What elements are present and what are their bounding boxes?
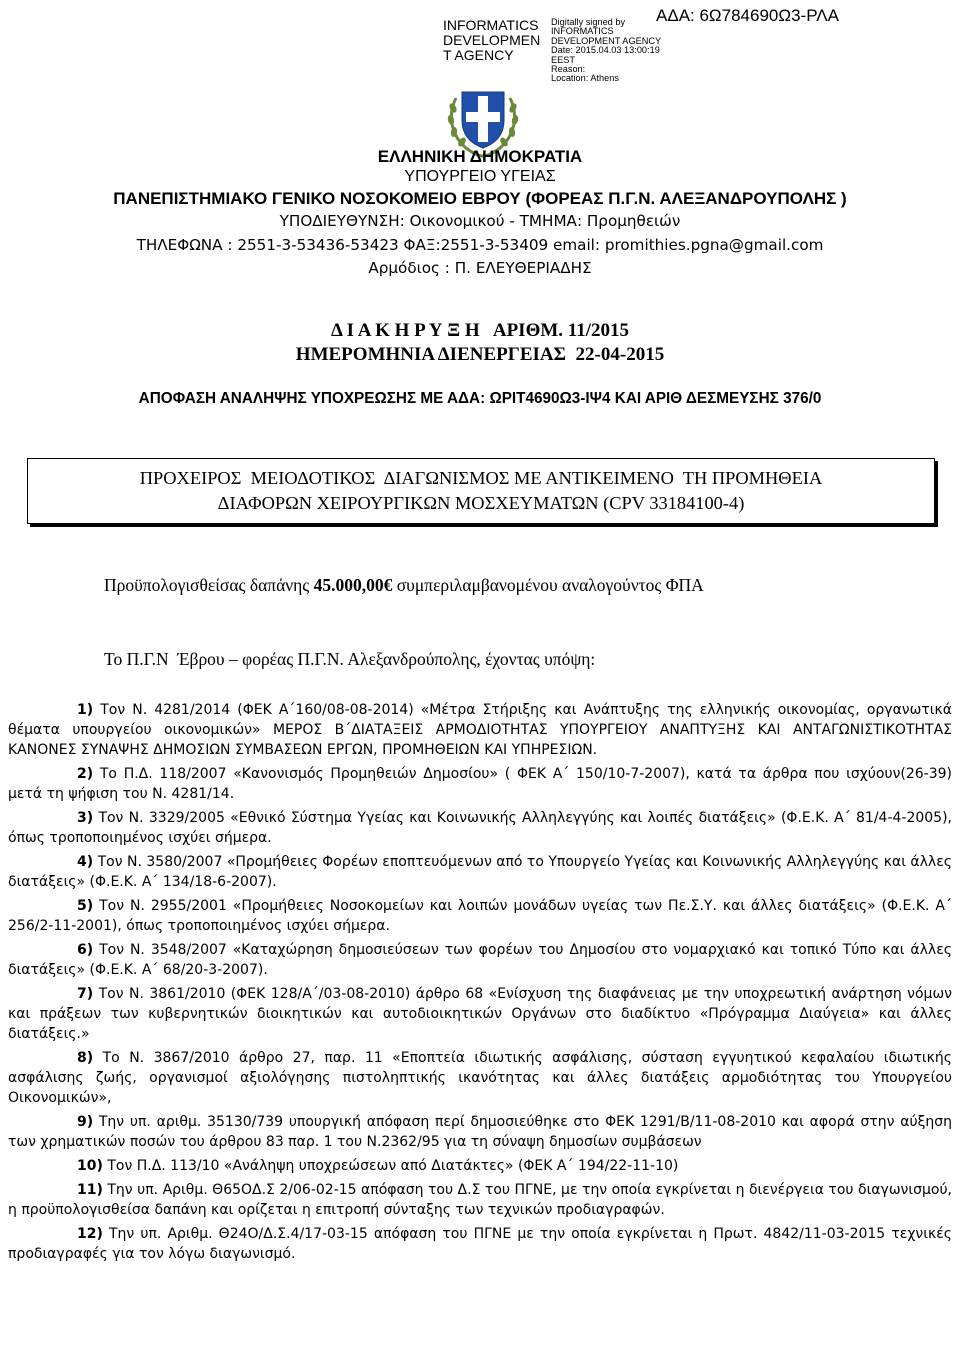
item-number: 5) bbox=[77, 898, 94, 914]
item-number: 7) bbox=[77, 986, 94, 1002]
contact-phones: ΤΗΛΕΦΩΝΑ : 2551-3-53436-53423 ΦΑΞ:2551-3-53409 email: promithies.pgna@gmail.com bbox=[136, 236, 824, 254]
item-number: 2) bbox=[77, 766, 94, 782]
signature-organization bbox=[443, 18, 547, 63]
item-number: 11) bbox=[77, 1182, 103, 1198]
signature-detail-line: Date: 2015.04.03 13:00:19 bbox=[551, 45, 660, 56]
item-number: 10) bbox=[77, 1158, 103, 1174]
item-text: Την υπ. Αριθμ. Θ65ΟΔ.Σ 2/06-02-15 απόφαση του Δ.Σ του ΠΓΝΕ, με την οποία εγκρίνεται η διενέργεια του διαγωνισμού, η προϋπολογισθείσα δαπάνη και ορίζεται η επιτροπή σύνταξης των τεχνικών προδιαγραφών. bbox=[8, 1182, 952, 1218]
list-item bbox=[8, 896, 952, 936]
list-item bbox=[8, 1224, 952, 1264]
list-item bbox=[8, 700, 952, 760]
tender-title-line: ΔΙΑΦΟΡΩΝ ΧΕΙΡΟΥΡΓΙΚΩΝ ΜΟΣΧΕΥΜΑΤΩΝ (CPV 33184100-4) bbox=[217, 493, 745, 513]
budget-amount: 45.000,00€ bbox=[313, 575, 393, 595]
item-text: Τον Ν. 3329/2005 «Εθνικό Σύστημα Υγείας και Κοινωνικής Αλληλεγγύης και λοιπές διατάξεις» (Φ.Ε.Κ. Α΄ 81/4-4-2005), όπως τροποποιημένος ισχύει σήμερα. bbox=[8, 810, 952, 846]
list-item bbox=[8, 1112, 952, 1152]
notice-title: Δ Ι Α Κ Η Ρ Υ Ξ Η ΑΡΙΘΜ. 11/2015 bbox=[330, 320, 630, 341]
item-text: Το Ν. 3867/2010 άρθρο 27, παρ. 11 «Εποπτεία ιδιωτικής ασφάλισης, σύσταση εγγυητικού κεφαλαίου ιδιωτικής ασφάλισης ζωής, οργανισμοί αξιολόγησης πιστοληπτικής ικανότητας και άλλες διατάξεις αρμοδιότητας του Υπουργείου Οικονομικών», bbox=[8, 1050, 952, 1106]
subdirectorate: ΥΠΟΔΙΕΥΘΥΝΣΗ: Οικονομικού - ΤΜΗΜΑ: Προμηθειών bbox=[279, 212, 681, 230]
budget-suffix: συμπεριλαμβανομένου αναλογούντος ΦΠΑ bbox=[392, 575, 704, 595]
signature-detail-line: INFORMATICS bbox=[551, 26, 614, 37]
ada-code: ΑΔΑ: 6Ω784690Ω3-ΡΛΑ bbox=[656, 6, 839, 25]
list-item bbox=[8, 764, 952, 804]
notice-date: ΗΜΕΡΟΜΗΝΙΑ ΔΙΕΝΕΡΓΕΙΑΣ 22-04-2015 bbox=[295, 344, 665, 365]
item-text: Το Π.Δ. 118/2007 «Κανονισμός Προμηθειών Δημοσίου» ( ΦΕΚ Α΄ 150/10-7-2007), κατά τα άρθρα που ισχύουν(26-39) μετά τη ψήφιση του Ν. 4281/14. bbox=[8, 766, 952, 802]
signature-org-line: DEVELOPMEN bbox=[443, 33, 541, 48]
list-item bbox=[8, 940, 952, 980]
item-number: 6) bbox=[77, 942, 94, 958]
item-number: 4) bbox=[77, 854, 94, 870]
list-item bbox=[8, 1156, 952, 1176]
item-text: Τον Ν. 4281/2014 (ΦΕΚ Α΄160/08-08-2014) «Μέτρα Στήριξης και Ανάπτυξης της ελληνικής οικονομίας, οργανωτικά θέματα υπουργείου οικονομικών» ΜΕΡΟΣ Β΄ΔΙΑΤΑΞΕΙΣ ΑΡΜΟΔΙΟΤΗΤΑΣ ΥΠΟΥΡΓΕΙΟΥ ΑΝΑΠΤΥΞΗΣ ΚΑΙ ΑΝΤΑΓΩΝΙΣΤΙΚΟΤΗΤΑΣ ΚΑΝΟΝΕΣ ΣΥΝΑΨΗΣ ΔΗΜΟΣΙΩΝ ΣΥΜΒΑΣΕΩΝ ΕΡΓΩΝ, ΠΡΟΜΗΘΕΙΩΝ ΚΑΙ ΥΠΗΡΕΣΙΩΝ. bbox=[8, 702, 952, 758]
budget-prefix: Προϋπολογισθείσας δαπάνης bbox=[104, 575, 314, 595]
legal-basis-list bbox=[8, 700, 952, 1264]
item-text: Τον Ν. 3861/2010 (ΦΕΚ 128/Α΄/03-08-2010) άρθρο 68 «Ενίσχυση της διαφάνειας με την υποχρεωτική ανάρτηση νόμων και πράξεων των κυβερνητικών διοικητικών και αυτοδιοικητικών Οργάνων στο διαδίκτυο «Πρόγραμμα Διαύγεια» και άλλες διατάξεις.» bbox=[8, 986, 952, 1042]
signature-detail-line: DEVELOPMENT AGENCY bbox=[551, 35, 662, 46]
ministry-name: ΥΠΟΥΡΓΕΙΟ ΥΓΕΙΑΣ bbox=[404, 168, 556, 185]
item-number: 3) bbox=[77, 810, 94, 826]
budget-line bbox=[104, 575, 704, 596]
signature-org-line: INFORMATICS bbox=[443, 18, 539, 33]
signature-detail-line: Reason: bbox=[551, 64, 586, 75]
decision-line: ΑΠΟΦΑΣΗ ΑΝΑΛΗΨΗΣ ΥΠΟΧΡΕΩΣΗΣ ΜΕ ΑΔΑ: ΩΡΙΤ4690Ω3-ΙΨ4 ΚΑΙ ΑΡΙΘ ΔΕΣΜΕΥΣΗΣ 376/0 bbox=[138, 390, 822, 407]
signature-detail-line: EEST bbox=[551, 54, 575, 65]
item-number: 9) bbox=[77, 1114, 94, 1130]
signature-detail-line: Digitally signed by bbox=[551, 17, 626, 27]
item-number: 8) bbox=[77, 1050, 94, 1066]
signature-org-line: T AGENCY bbox=[443, 48, 514, 63]
item-text: Την υπ. Αριθμ. Θ24Ο/Δ.Σ.4/17-03-15 απόφαση του ΠΓΝΕ με την οποία εγκρίνεται η Πρωτ. 4842/11-03-2015 τεχνικές προδιαγραφές για τον λόγω διαγωνισμό. bbox=[8, 1226, 952, 1262]
list-item bbox=[8, 808, 952, 848]
item-number: 12) bbox=[77, 1226, 103, 1242]
intro-line: Το Π.Γ.Ν Έβρου – φορέας Π.Γ.Ν. Αλεξανδρούπολης, έχοντας υπόψη: bbox=[104, 649, 596, 669]
list-item bbox=[8, 852, 952, 892]
tender-title-box bbox=[27, 458, 935, 524]
signature-details bbox=[551, 18, 691, 84]
list-item bbox=[8, 1048, 952, 1108]
responsible-officer: Αρμόδιος : Π. ΕΛΕΥΘΕΡΙΑΔΗΣ bbox=[368, 259, 592, 277]
signature-detail-line: Location: Athens bbox=[551, 73, 619, 84]
item-text: Τον Ν. 3548/2007 «Καταχώρηση δημοσιεύσεων των φορέων του Δημοσίου στο νομαρχιακό και τοπικό Τύπο και άλλες διατάξεις» (Φ.Ε.Κ. Α΄ 68/20-3-2007). bbox=[8, 942, 952, 978]
item-text: Τον Ν. 2955/2001 «Προμήθειες Νοσοκομείων και λοιπών μονάδων υγείας των Πε.Σ.Υ. και άλλες διατάξεις» (Φ.Ε.Κ. Α΄ 256/2-11-2001), όπως τροποποιημένος ισχύει σήμερα. bbox=[8, 898, 952, 934]
list-item bbox=[8, 1180, 952, 1220]
country-title: ΕΛΛΗΝΙΚΗ ΔΗΜΟΚΡΑΤΙΑ bbox=[377, 147, 583, 166]
item-text: Τον Π.Δ. 113/10 «Ανάληψη υποχρεώσεων από Διατάκτες» (ΦΕΚ Α΄ 194/22-11-10) bbox=[102, 1158, 679, 1174]
hospital-name: ΠΑΝΕΠΙΣΤΗΜΙΑΚΟ ΓΕΝΙΚΟ ΝΟΣΟΚΟΜΕΙΟ ΕΒΡΟΥ (ΦΟΡΕΑΣ Π.Γ.Ν. ΑΛΕΞΑΝΔΡΟΥΠΟΛΗΣ ) bbox=[113, 189, 847, 208]
item-number: 1) bbox=[77, 702, 94, 718]
tender-title-line: ΠΡΟΧΕΙΡΟΣ ΜΕΙΟΔΟΤΙΚΟΣ ΔΙΑΓΩΝΙΣΜΟΣ ΜΕ ΑΝΤΙΚΕΙΜΕΝΟ ΤΗ ΠΡΟΜΗΘΕΙΑ bbox=[139, 468, 823, 488]
list-item bbox=[8, 984, 952, 1044]
item-text: Την υπ. αριθμ. 35130/739 υπουργική απόφαση περί δημοσιεύθηκε στο ΦΕΚ 1291/Β/11-08-2010 και αφορά στην αύξηση των χρηματικών ποσών του άρθρου 83 παρ. 1 του Ν.2362/95 για τη σύναψη δημοσίων συμβάσεων bbox=[8, 1114, 952, 1150]
item-text: Τον Ν. 3580/2007 «Προμήθειες Φορέων εποπτευόμενων από το Υπουργείο Υγείας και Κοινωνικής Αλληλεγγύης και άλλες διατάξεις» (Φ.Ε.Κ. Α΄ 134/18-6-2007). bbox=[8, 854, 952, 890]
